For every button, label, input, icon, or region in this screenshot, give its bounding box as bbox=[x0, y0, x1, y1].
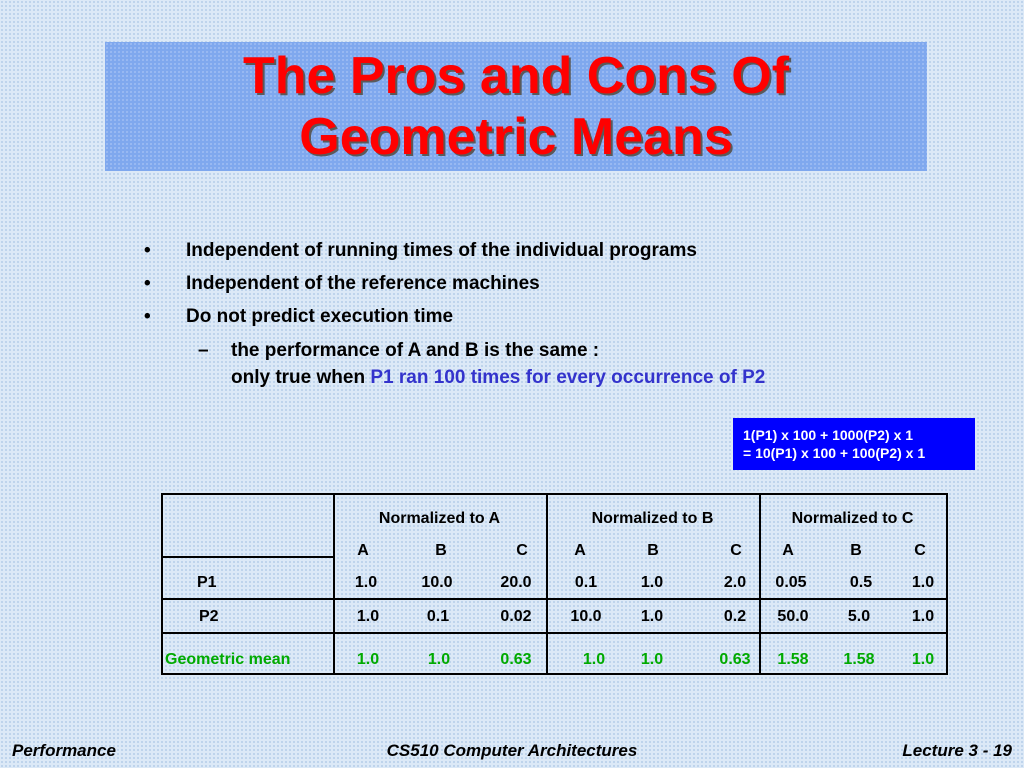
slide-title bbox=[243, 46, 789, 168]
table-divider bbox=[163, 632, 946, 634]
table-cell: 1.0 bbox=[911, 608, 935, 625]
table-cell: 1.58 bbox=[777, 651, 809, 668]
table-cell: 5.0 bbox=[847, 608, 871, 625]
bullet-list bbox=[140, 238, 960, 391]
row-label-p1: P1 bbox=[197, 574, 217, 591]
sub-header: B bbox=[435, 542, 447, 559]
sub-header: B bbox=[850, 542, 862, 559]
bullet-text: Independent of the reference machines bbox=[186, 273, 540, 294]
sub-header: C bbox=[730, 542, 742, 559]
table-cell: 1.0 bbox=[911, 651, 935, 668]
sub-bullet-line-1: the performance of A and B is the same : bbox=[231, 340, 600, 361]
table-cell: 20.0 bbox=[500, 574, 532, 591]
sub-bullet-line-2 bbox=[231, 364, 960, 391]
formula-line-2: = 10(P1) x 100 + 100(P2) x 1 bbox=[743, 445, 926, 461]
table-divider bbox=[163, 556, 333, 558]
sub-bullet-highlight: P1 ran 100 times for every occurrence of P2 bbox=[370, 367, 766, 388]
table-cell: 1.0 bbox=[356, 651, 380, 668]
bullet-text: Do not predict execution time bbox=[186, 306, 454, 327]
table-cell: 0.63 bbox=[719, 651, 751, 668]
table-cell: 1.0 bbox=[356, 608, 380, 625]
group-header-c: Normalized to C bbox=[791, 510, 914, 527]
table-cell: 0.1 bbox=[574, 574, 598, 591]
sub-header: B bbox=[647, 542, 659, 559]
sub-bullet-prefix: only true when bbox=[231, 367, 371, 388]
sub-header: C bbox=[516, 542, 528, 559]
sub-bullet bbox=[140, 337, 960, 391]
table-cell: 0.2 bbox=[723, 608, 747, 625]
bullet-item bbox=[140, 304, 960, 337]
table-cell: 1.0 bbox=[582, 651, 606, 668]
footer-left: Performance bbox=[12, 741, 116, 760]
sub-header: A bbox=[574, 542, 586, 559]
bullet-text: Independent of running times of the individual programs bbox=[186, 240, 697, 261]
bullet-marker: • bbox=[144, 240, 151, 261]
table-cell: 0.63 bbox=[500, 651, 532, 668]
footer-center: CS510 Computer Architectures bbox=[386, 741, 638, 760]
table-cell: 0.05 bbox=[775, 574, 807, 591]
group-header-a: Normalized to A bbox=[378, 510, 501, 527]
table-cell: 1.58 bbox=[843, 651, 875, 668]
table-cell: 10.0 bbox=[570, 608, 602, 625]
table-cell: 0.5 bbox=[849, 574, 873, 591]
normalized-times-table bbox=[161, 493, 948, 675]
table-cell: 1.0 bbox=[640, 651, 664, 668]
bullet-marker: • bbox=[144, 306, 151, 327]
table-cell: 1.0 bbox=[427, 651, 451, 668]
formula-line-1: 1(P1) x 100 + 1000(P2) x 1 bbox=[743, 427, 914, 443]
row-label-p2: P2 bbox=[199, 608, 219, 625]
sub-bullet-marker: – bbox=[198, 340, 209, 361]
table-cell: 1.0 bbox=[354, 574, 378, 591]
title-line-1: The Pros and Cons Of bbox=[242, 46, 790, 105]
bullet-marker: • bbox=[144, 273, 151, 294]
title-banner bbox=[105, 42, 927, 171]
table-cell: 50.0 bbox=[777, 608, 809, 625]
sub-header: A bbox=[782, 542, 794, 559]
bullet-item bbox=[140, 271, 960, 304]
group-header-b: Normalized to B bbox=[591, 510, 714, 527]
bullet-item bbox=[140, 238, 960, 271]
table-cell: 10.0 bbox=[421, 574, 453, 591]
row-label-geometric-mean: Geometric mean bbox=[165, 651, 291, 668]
table-cell: 1.0 bbox=[911, 574, 935, 591]
title-line-2: Geometric Means bbox=[299, 107, 733, 166]
formula-box bbox=[733, 418, 975, 470]
table-cell: 1.0 bbox=[640, 574, 664, 591]
table-cell: 2.0 bbox=[723, 574, 747, 591]
sub-header: A bbox=[357, 542, 369, 559]
table-cell: 0.1 bbox=[426, 608, 450, 625]
table-cell: 0.02 bbox=[500, 608, 532, 625]
footer-right: Lecture 3 - 19 bbox=[902, 741, 1012, 760]
table-divider bbox=[163, 598, 946, 600]
table-cell: 1.0 bbox=[640, 608, 664, 625]
sub-header: C bbox=[914, 542, 926, 559]
